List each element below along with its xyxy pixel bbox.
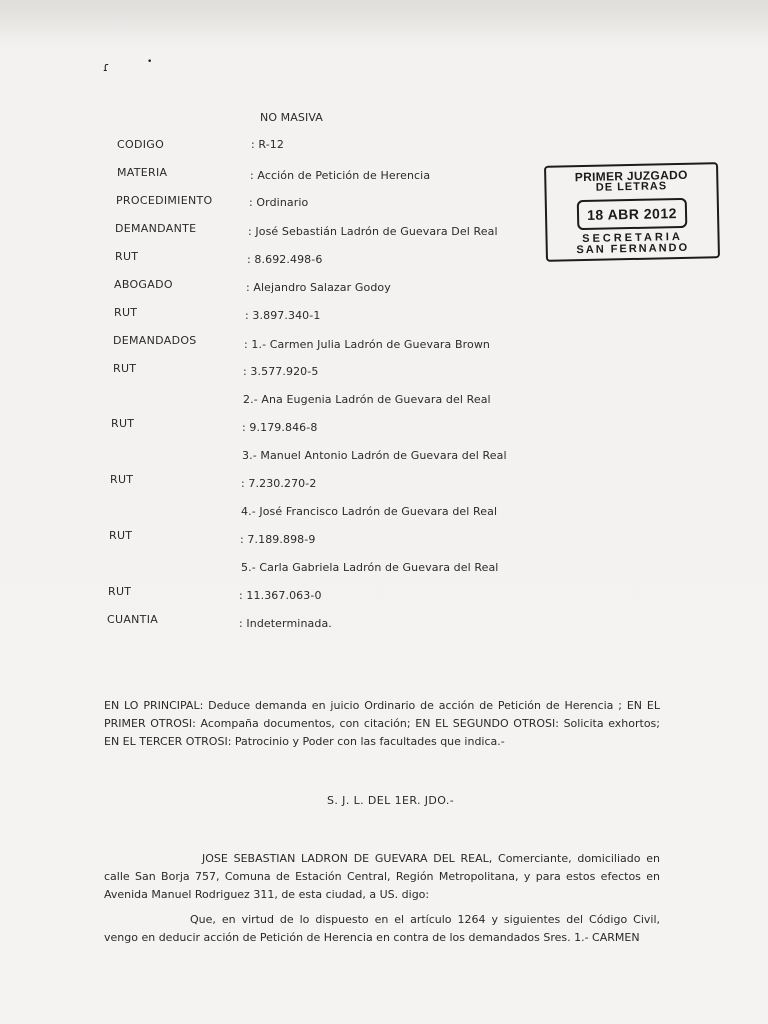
label-rut: RUT [108,585,132,598]
label-rut: RUT [114,306,138,319]
value-rut: : 7.230.270-2 [241,477,317,490]
value-cuantia: : Indeterminada. [239,617,332,630]
label-rut: RUT [109,529,133,542]
stamp-location: SAN FERNANDO [576,241,690,257]
value-demandado-5: 5.- Carla Gabriela Ladrón de Guevara del Real [241,561,499,574]
label-rut: RUT [113,362,137,375]
label-demandante: DEMANDANTE [115,222,197,235]
stamp-court-type: DE LETRAS [595,180,668,194]
value-rut: : 11.367.063-0 [239,589,322,602]
value-demandante: : José Sebastián Ladrón de Guevara Del Real [248,225,498,238]
label-rut: RUT [115,250,139,263]
pen-dot: • [147,57,153,67]
value-demandado-1: : 1.- Carmen Julia Ladrón de Guevara Brown [244,338,491,351]
value-rut: : 8.692.498-6 [247,253,323,266]
value-rut: : 9.179.846-8 [242,421,318,434]
scan-shadow [0,0,768,50]
value-codigo: : R-12 [251,138,284,151]
court-stamp [544,162,720,262]
label-codigo: CODIGO [117,138,165,151]
value-procedimiento: : Ordinario [249,196,309,209]
label-demandados: DEMANDADOS [113,334,197,347]
body-paragraph-2: Que, en virtud de lo dispuesto en el artículo 1264 y siguientes del Código Civil, vengo en deducir acción de Petición de Herencia en contra de los demandados Sres. 1.- CARMEN [104,913,660,944]
value-rut: : 7.189.898-9 [240,533,316,546]
label-cuantia: CUANTIA [107,613,159,626]
summary-paragraph: EN LO PRINCIPAL: Deduce demanda en juicio Ordinario de acción de Petición de Herencia ; EN EL PRIMER OTROSI: Acompaña documentos, con citación; EN EL SEGUNDO OTROSI: Solicita exhortos; EN EL TERCER OTROSI: Patrocinio y Poder con las facultades que indica.- [104,699,660,748]
addressee: S. J. L. DEL 1ER. JDO.- [327,794,455,807]
pen-mark: ɾ [103,60,110,74]
value-abogado: : Alejandro Salazar Godoy [246,281,391,294]
value-rut: : 3.897.340-1 [245,309,321,322]
document-heading: NO MASIVA [260,111,323,124]
value-demandado-3: 3.- Manuel Antonio Ladrón de Guevara del Real [242,449,507,462]
value-rut: : 3.577.920-5 [243,365,319,378]
label-procedimiento: PROCEDIMIENTO [116,194,213,207]
body-paragraph-1: JOSE SEBASTIAN LADRON DE GUEVARA DEL REAL, Comerciante, domiciliado en calle San Borja 757, Comuna de Estación Central, Región Metropolitana, y para estos efectos en Avenida Manuel Rodriguez 311, de esta ciudad, a US. digo: [104,852,660,901]
stamp-secretaria: SECRETARIA [582,230,684,246]
label-rut: RUT [111,417,135,430]
stamp-date: 18 ABR 2012 [577,198,688,230]
stamp-court-name: PRIMER JUZGADO [574,167,688,185]
value-demandado-2: 2.- Ana Eugenia Ladrón de Guevara del Real [243,393,491,406]
label-abogado: ABOGADO [114,278,173,291]
label-rut: RUT [110,473,134,486]
value-demandado-4: 4.- José Francisco Ladrón de Guevara del Real [241,505,498,518]
value-materia: : Acción de Petición de Herencia [250,169,431,182]
label-materia: MATERIA [117,166,168,179]
